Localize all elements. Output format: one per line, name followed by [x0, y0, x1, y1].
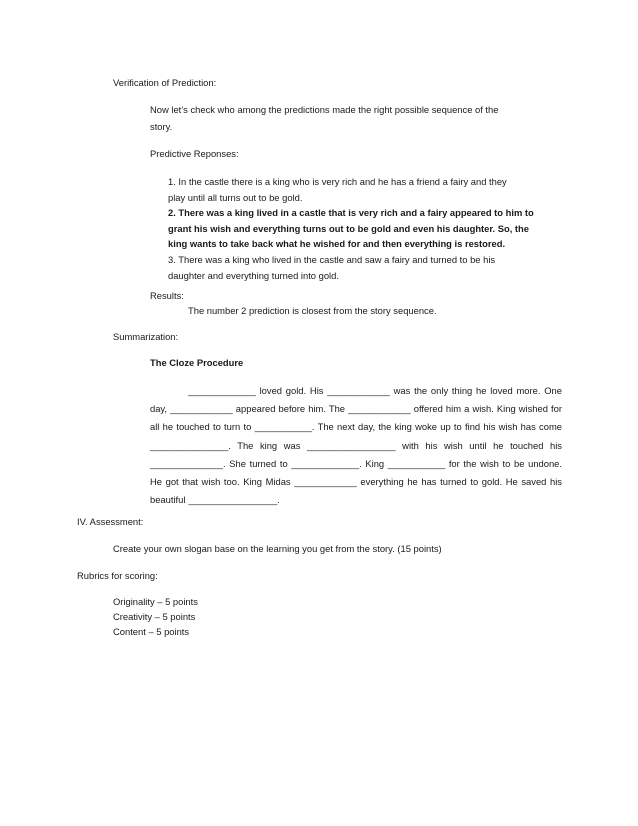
cloze-paragraph [150, 382, 562, 509]
cloze-text: _____________ loved gold. His ____________ was the only thing he loved more. One day, ____________ appeared before him. The ____________ offered him a wish. King wished for all he touched to turn to ___________. The next day, the king woke up to find his wish has come _______________. The king was _________________ with his wish until he touched his ______________. She turned to _____________. King ___________ for the wish to be undone. He got that wish too. King Midas ____________ everything he has turned to gold. He saved his beautiful _________________. [150, 385, 562, 506]
results-heading: Results: [150, 290, 184, 301]
response-1-line1: 1. In the castle there is a king who is very rich and he has a friend a fairy and they [168, 176, 507, 187]
summarization-heading: Summarization: [113, 331, 179, 342]
verification-intro-line1: Now let’s check who among the predictions made the right possible sequence of the [150, 104, 499, 115]
verification-intro-line2: story. [150, 121, 173, 132]
response-3-line1: 3. There was a king who lived in the castle and saw a fairy and turned to be his [168, 254, 496, 265]
cloze-title: The Cloze Procedure [150, 357, 244, 368]
response-1 [168, 174, 563, 205]
response-1-line2: play until all turns out to be gold. [168, 191, 303, 203]
assessment-heading: IV. Assessment: [77, 516, 144, 527]
assessment-text: Create your own slogan base on the learning you get from the story. (15 points) [113, 543, 442, 554]
results-text: The number 2 prediction is closest from the story sequence. [188, 305, 437, 316]
response-3-line2: daughter and everything turned into gold. [168, 269, 339, 281]
rubrics-heading: Rubrics for scoring: [77, 570, 158, 581]
verification-heading: Verification of Prediction: [113, 77, 217, 88]
rubric-item: Creativity – 5 points [113, 611, 196, 622]
response-2-line3: king wants to take back what he wished for and then everything is restored. [168, 238, 506, 250]
response-2-line1: 2. There was a king lived in a castle that is very rich and a fairy appeared to him to [168, 207, 534, 218]
response-2 [168, 205, 563, 252]
predictive-responses-heading: Predictive Reponses: [150, 148, 239, 159]
rubric-item: Content – 5 points [113, 626, 190, 637]
response-3 [168, 252, 563, 283]
rubric-item: Originality – 5 points [113, 596, 198, 607]
response-2-line2: grant his wish and everything turns out to be gold and even his daughter. So, the [168, 222, 529, 234]
